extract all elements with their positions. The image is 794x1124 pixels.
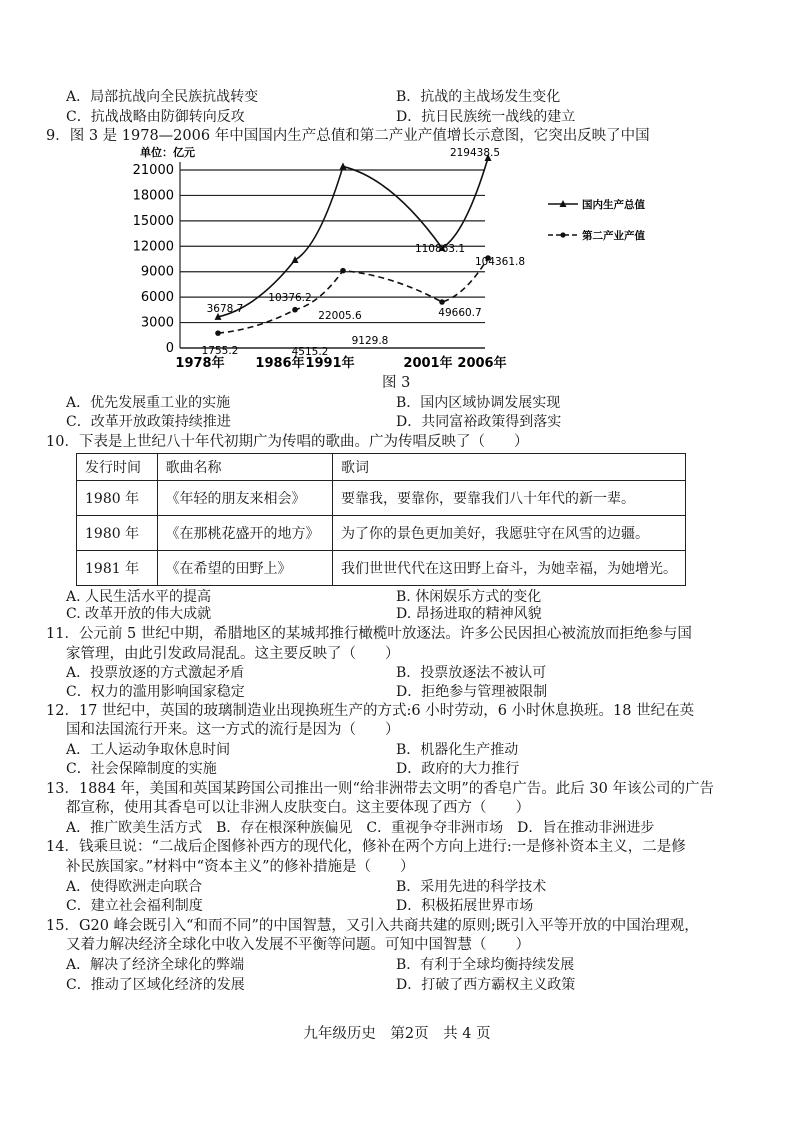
q11-stem-line2: 家管理，由此引发政局混乱。这主要反映了（ ） [66,646,400,662]
y-tick-label: 9000 [140,264,174,280]
y-tick-label: 6000 [140,290,174,306]
q12-option-d: D．政府的大力推行 [396,761,520,777]
x-tick-label: 2006年 [457,356,507,371]
data-point-circle [215,330,221,336]
q13-options: A．推广欧美生活方式 B．存在根深种族偏见 C．重视争夺非洲市场 D．旨在推动非洲进步 [66,820,655,836]
q12-option-c: C．社会保障制度的实施 [66,761,217,777]
y-tick-label: 12000 [132,239,174,255]
gdp-line-chart [130,140,645,372]
data-label: 3678.7 [206,303,244,315]
x-axis-ticks [175,355,506,371]
q10-stem: 10．下表是上世纪八十年代初期广为传唱的歌曲。广为传唱反映了（ ） [46,434,529,450]
q15-option-d: D．打破了西方霸权主义政策 [396,977,576,993]
table-header-cell: 歌词 [333,454,686,481]
q12-option-b: B．机器化生产推动 [396,742,519,758]
q9-stem: 9．图 3 是 1978—2006 年中国国内生产总值和第二产业产值增长示意图，它突出反映了中国 [46,128,650,144]
legend-label: 国内生产总值 [582,199,645,211]
y-tick-label: 3000 [140,315,174,331]
legend-circle-marker [560,232,565,237]
x-tick-label: 2001年 [403,356,453,371]
data-label: 110863.1 [414,243,466,255]
songs-table [76,453,686,586]
q11-option-c: C．权力的滥用影响国家稳定 [66,684,245,700]
data-point-triangle [340,162,347,169]
q14-option-a: A．使得欧洲走向联合 [66,879,203,895]
data-label: 9129.8 [351,335,389,347]
q15-stem-line1: 15．G20 峰会既引入“和而不同”的中国智慧，又引入共商共建的原则;既引入平等开放的中国治理观， [46,918,699,934]
q11-stem-line1: 11．公元前 5 世纪中期，希腊地区的某城邦推行橄榄叶放逐法。许多公民因担心被流放而拒绝参与国 [46,626,692,642]
chart-unit-label: 单位：亿元 [140,146,195,159]
q10-option-c: C. 改革开放的伟大成就 [66,606,212,622]
data-label: 10376.2 [268,292,312,304]
data-label: 4515.2 [291,346,329,358]
q10-option-b: B. 休闲娱乐方式的变化 [396,589,542,605]
q9-option-b: B．国内区域协调发展实现 [396,395,561,411]
y-tick-label: 18000 [132,188,174,204]
q11-option-a: A．投票放逐的方式激起矛盾 [66,665,245,681]
table-cell: 要靠我，要靠你，要靠我们八十年代的新一辈。 [333,481,686,516]
y-tick-label: 21000 [132,163,174,178]
y-tick-label: 0 [165,341,174,356]
q15-option-c: C．推动了区域化经济的发展 [66,977,245,993]
data-point-circle [292,307,298,313]
q15-stem-line2: 又着力解决经济全球化中收入发展不平衡等问题。可知中国智慧（ ） [66,937,530,953]
table-cell: 1981 年 [77,551,158,586]
y-tick-label: 15000 [132,213,174,229]
table-row [77,516,686,551]
table-header-row [77,454,686,481]
data-label: 22005.6 [318,310,362,322]
x-tick-label: 1986年 [255,356,305,371]
q12-option-a: A．工人运动争取休息时间 [66,742,231,758]
q12-stem-line1: 12．17 世纪中，英国的玻璃制造业出现换班生产的方式:6 小时劳动，6 小时休息换班。18 世纪在英 [46,703,695,719]
q10-option-a: A. 人民生活水平的提高 [66,589,212,605]
data-point-circle [340,268,346,274]
table-cell: 1980 年 [77,516,158,551]
q14-option-c: C．建立社会福利制度 [66,898,203,914]
q15-option-a: A．解决了经济全球化的弊端 [66,957,245,973]
table-cell: 《在希望的田野上》 [157,551,333,586]
q11-option-d: D．拒绝参与管理被限制 [396,684,548,700]
page-footer: 九年级历史 第2页 共 4 页 [303,1026,491,1042]
y-axis-ticks [133,163,174,356]
series-line [218,158,488,317]
table-row [77,481,686,516]
table-header-cell: 歌曲名称 [157,454,333,481]
q9-option-d: D．共同富裕政策得到落实 [396,414,562,430]
x-tick-label: 1978年 [175,356,225,371]
q14-option-d: D．积极拓展世界市场 [396,898,534,914]
q9-option-c: C．改革开放政策持续推进 [66,414,231,430]
table-row [77,551,686,586]
data-point-triangle [292,256,299,263]
data-label: 1755.2 [201,345,239,357]
q10-option-d: D. 昂扬进取的精神风貌 [396,606,542,622]
chart-legend [548,198,645,242]
q14-option-b: B．采用先进的科学技术 [396,879,547,895]
q8-option-c: C．抗战战略由防御转向反攻 [66,109,245,125]
table-cell: 《年轻的朋友来相会》 [157,481,333,516]
q13-stem-line1: 13．1884 年，美国和英国某跨国公司推出一则“给非洲带去文明”的香皂广告。此后 30 年该公司的广告 [46,781,714,797]
table-header-cell: 发行时间 [77,454,158,481]
q11-option-b: B．投票放逐法不被认可 [396,665,547,681]
q12-stem-line2: 国和法国流行开来。这一方式的流行是因为（ ） [66,722,400,738]
figure-caption: 图 3 [382,375,411,391]
legend-label: 第二产业产值 [582,230,645,242]
chart-data-labels [202,147,525,358]
table-cell: 我们世世代代在这田野上奋斗，为她幸福，为她增光。 [333,551,686,586]
data-label: 104361.8 [474,256,526,268]
table-cell: 《在那桃花盛开的地方》 [157,516,333,551]
q8-option-b: B．抗战的主战场发生变化 [396,89,561,105]
data-label: 219438.5 [449,147,501,159]
q13-stem-line2: 都宣称，使用其香皂可以让非洲人皮肤变白。这主要体现了西方（ ） [66,800,530,816]
table-cell: 1980 年 [77,481,158,516]
q8-option-d: D．抗日民族统一战线的建立 [396,109,576,125]
q9-option-a: A．优先发展重工业的实施 [66,395,231,411]
q14-stem-line1: 14．钱乘旦说：“二战后企图修补西方的现代化，修补在两个方向上进行:一是修补资本主义，二是修 [46,839,686,855]
q14-stem-line2: 补民族国家。”材料中“资本主义”的修补措施是（ ） [66,859,415,875]
x-tick-label: 1991年 [305,356,355,371]
table-cell: 为了你的景色更加美好，我愿驻守在风雪的边疆。 [333,516,686,551]
data-point-circle [439,299,445,305]
q8-option-a: A．局部抗战向全民族抗战转变 [66,89,259,105]
q15-option-b: B．有利于全球均衡持续发展 [396,957,575,973]
data-label: 49660.7 [438,307,482,319]
